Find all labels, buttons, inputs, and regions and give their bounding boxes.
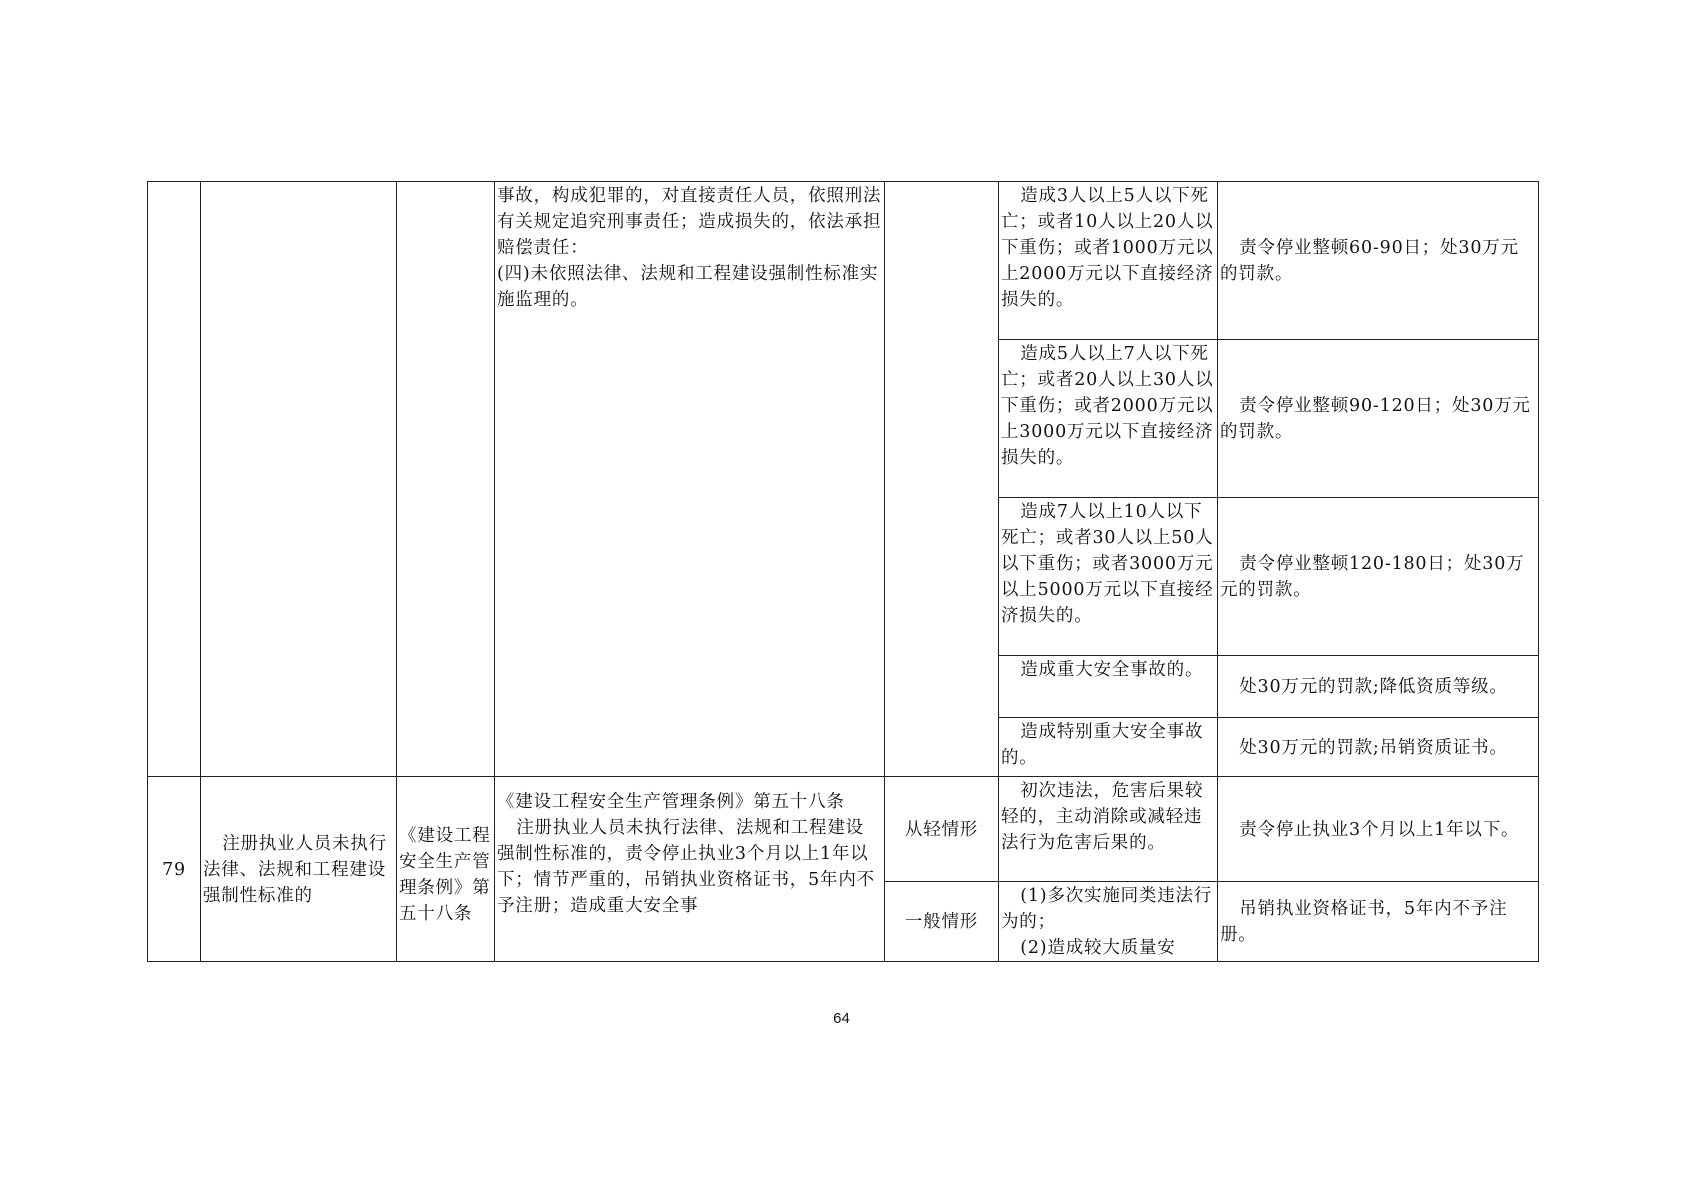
violation-cell: 注册执业人员未执行法律、法规和工程建设强制性标准的 xyxy=(201,777,397,962)
legal-basis-line: 注册执业人员未执行法律、法规和工程建设强制性标准的，责令停止执业3个月以上1年以下；情节严重的，吊销执业资格证书，5年内不予注册；造成重大安全事 xyxy=(497,818,875,916)
legal-basis-line: (四)未依照法律、法规和工程建设强制性标准实施监理的。 xyxy=(497,264,879,310)
penalty-cell: 处30万元的罚款;吊销资质证书。 xyxy=(1218,718,1539,777)
condition-cell: 造成3人以上5人以下死亡；或者10人以上20人以下重伤；或者1000万元以上2000万元以下直接经济损失的。 xyxy=(999,182,1218,340)
condition-cell: 造成7人以上10人以下死亡；或者30人以上50人以下重伤；或者3000万元以上5000万元以下直接经济损失的。 xyxy=(999,498,1218,656)
penalty-cell: 责令停止执业3个月以上1年以下。 xyxy=(1218,777,1539,882)
penalty-cell: 吊销执业资格证书，5年内不予注册。 xyxy=(1218,882,1539,962)
level-cell: 从轻情形 xyxy=(885,777,999,882)
condition-cell: 初次违法，危害后果较轻的，主动消除或减轻违法行为危害后果的。 xyxy=(999,777,1218,882)
legal-basis-cell xyxy=(495,182,885,777)
row-number-cell xyxy=(148,182,201,777)
legal-basis-cell xyxy=(495,777,885,962)
condition-cell: 造成特别重大安全事故的。 xyxy=(999,718,1218,777)
level-cell: 一般情形 xyxy=(885,882,999,962)
condition-cell xyxy=(999,882,1218,962)
penalty-table xyxy=(147,181,1539,962)
row-number-cell: 79 xyxy=(148,777,201,962)
table-row xyxy=(148,777,1539,882)
reference-cell: 《建设工程安全生产管理条例》第五十八条 xyxy=(397,777,495,962)
level-cell xyxy=(885,182,999,777)
condition-cell: 造成重大安全事故的。 xyxy=(999,656,1218,718)
table-row xyxy=(148,182,1539,340)
penalty-cell: 责令停业整顿60-90日；处30万元的罚款。 xyxy=(1218,182,1539,340)
penalty-cell: 责令停业整顿120-180日；处30万元的罚款。 xyxy=(1218,498,1539,656)
violation-cell xyxy=(201,182,397,777)
page-number: 64 xyxy=(833,1010,850,1027)
legal-basis-line: 《建设工程安全生产管理条例》第五十八条 xyxy=(497,792,845,812)
penalty-cell: 处30万元的罚款;降低资质等级。 xyxy=(1218,656,1539,718)
penalty-cell: 责令停业整顿90-120日；处30万元的罚款。 xyxy=(1218,340,1539,498)
condition-line: (2)造成较大质量安 xyxy=(1020,938,1176,958)
condition-line: (1)多次实施同类违法行为的； xyxy=(1001,886,1213,932)
reference-cell xyxy=(397,182,495,777)
condition-cell: 造成5人以上7人以下死亡；或者20人以上30人以下重伤；或者2000万元以上3000万元以下直接经济损失的。 xyxy=(999,340,1218,498)
legal-basis-line: 事故，构成犯罪的，对直接责任人员，依照刑法有关规定追究刑事责任；造成损失的，依法承担赔偿责任： xyxy=(497,186,882,258)
